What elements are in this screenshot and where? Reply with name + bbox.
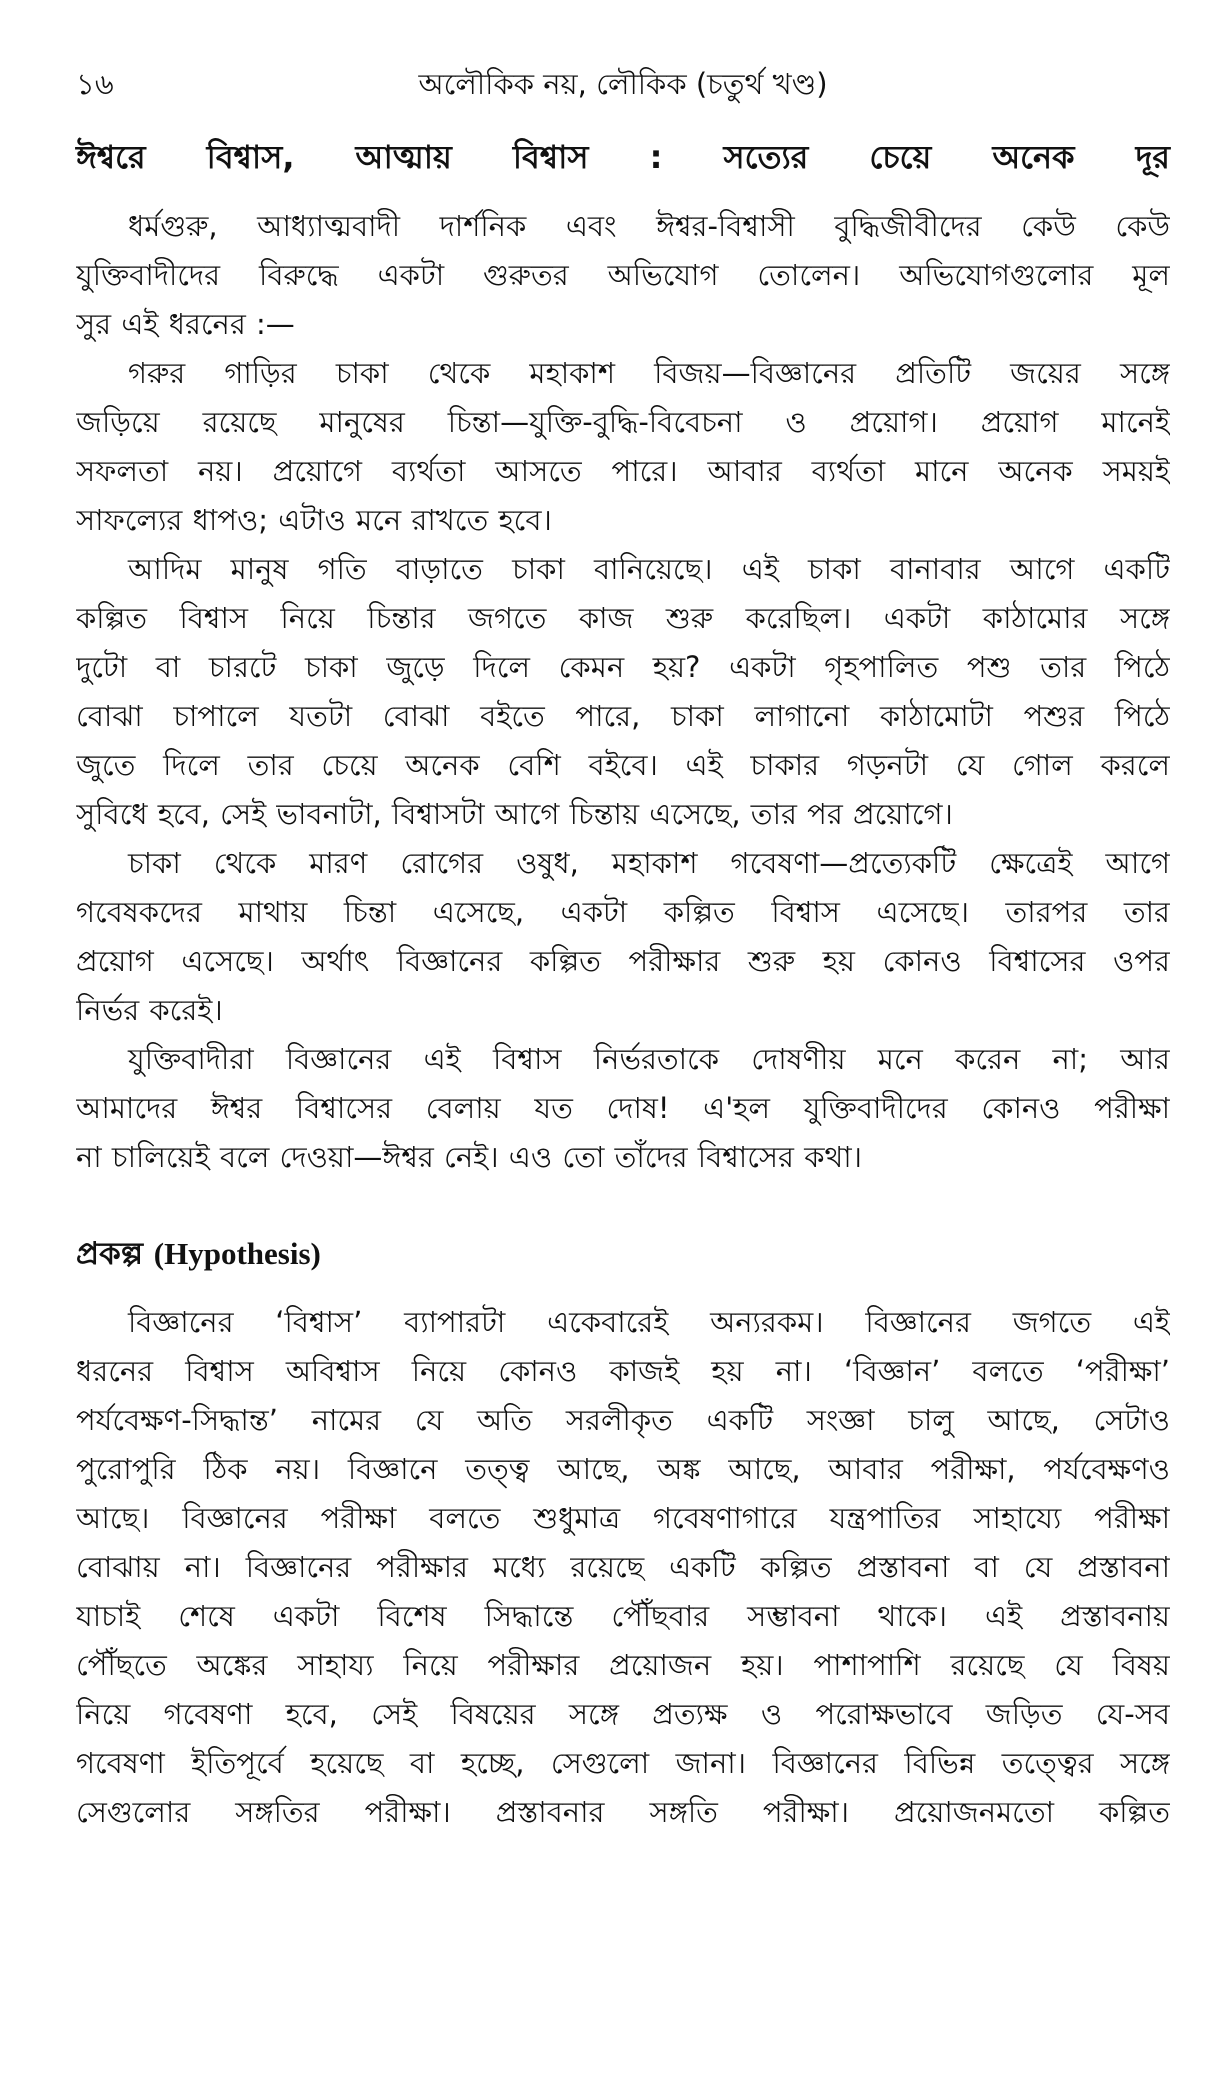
text-line: পুরোপুরি ঠিক নয়। বিজ্ঞানে তত্ত্ব আছে, অঙ্ক আছে, আবার পরীক্ষা, পর্যবেক্ষণও: [76, 1452, 1170, 1486]
text-line: গবেষকদের মাথায় চিন্তা এসেছে, একটা কল্পিত বিশ্বাস এসেছে। তারপর তার: [76, 895, 1170, 929]
subsection-heading-bengali: প্রকল্প: [76, 1236, 143, 1272]
paragraph: [76, 545, 1170, 839]
text-line: যাচাই শেষে একটা বিশেষ সিদ্ধান্তে পৌঁছবার সম্ভাবনা থাকে। এই প্রস্তাবনায়: [76, 1599, 1170, 1633]
paragraph: [76, 839, 1170, 1035]
text-line: সেগুলোর সঙ্গতির পরীক্ষা। প্রস্তাবনার সঙ্গতি পরীক্ষা। প্রয়োজনমতো কল্পিত: [76, 1795, 1170, 1829]
paragraph: [76, 202, 1170, 349]
text-line: নিয়ে গবেষণা হবে, সেই বিষয়ের সঙ্গে প্রত্যক্ষ ও পরোক্ষভাবে জড়িত যে-সব: [76, 1697, 1170, 1731]
text-line: সুবিধে হবে, সেই ভাবনাটা, বিশ্বাসটা আগে চিন্তায় এসেছে, তার পর প্রয়োগে।: [76, 797, 953, 831]
text-line: চাকা থেকে মারণ রোগের ওষুধ, মহাকাশ গবেষণা—প্রত্যেকটি ক্ষেত্রেই আগে: [128, 846, 1170, 880]
text-line: সুর এই ধরনের :—: [76, 307, 295, 341]
text-line: সফলতা নয়। প্রয়োগে ব্যর্থতা আসতে পারে। আবার ব্যর্থতা মানে অনেক সময়ই: [76, 454, 1170, 488]
text-line: গরুর গাড়ির চাকা থেকে মহাকাশ বিজয়—বিজ্ঞানের প্রতিটি জয়ের সঙ্গে: [128, 356, 1170, 390]
text-line: না চালিয়েই বলে দেওয়া—ঈশ্বর নেই। এও তো তাঁদের বিশ্বাসের কথা।: [76, 1140, 863, 1174]
text-line: নির্ভর করেই।: [76, 993, 223, 1027]
text-line: দুটো বা চারটে চাকা জুড়ে দিলে কেমন হয়? একটা গৃহপালিত পশু তার পিঠে: [76, 650, 1170, 684]
text-line: বোঝা চাপালে যতটা বোঝা বইতে পারে, চাকা লাগানো কাঠামোটা পশুর পিঠে: [76, 699, 1170, 733]
section-1-paragraphs: [76, 202, 1170, 1182]
section-heading: ঈশ্বরে বিশ্বাস, আত্মায় বিশ্বাস : সত্যের চেয়ে অনেক দূর: [76, 138, 1170, 176]
text-line: আদিম মানুষ গতি বাড়াতে চাকা বানিয়েছে। এই চাকা বানাবার আগে একটি: [128, 552, 1170, 586]
text-line: আমাদের ঈশ্বর বিশ্বাসের বেলায় যত দোষ! এ'হল যুক্তিবাদীদের কোনও পরীক্ষা: [76, 1091, 1170, 1125]
text-line: যুক্তিবাদীরা বিজ্ঞানের এই বিশ্বাস নির্ভরতাকে দোষণীয় মনে করেন না; আর: [128, 1042, 1170, 1076]
subsection-heading-english: (Hypothesis): [153, 1236, 321, 1271]
text-line: প্রয়োগ এসেছে। অর্থাৎ বিজ্ঞানের কল্পিত পরীক্ষার শুরু হয় কোনও বিশ্বাসের ওপর: [76, 944, 1170, 978]
text-line: পর্যবেক্ষণ-সিদ্ধান্ত’ নামের যে অতি সরলীকৃত একটি সংজ্ঞা চালু আছে, সেটাও: [76, 1403, 1170, 1437]
book-title: অলৌকিক নয়, লৌকিক (চতুর্থ খণ্ড): [418, 67, 828, 101]
text-line: জুতে দিলে তার চেয়ে অনেক বেশি বইবে। এই চাকার গড়নটা যে গোল করলে: [76, 748, 1170, 782]
paragraph: [76, 1035, 1170, 1182]
page-number: ১৬: [76, 67, 114, 101]
body-text: [76, 202, 1170, 1837]
text-line: বোঝায় না। বিজ্ঞানের পরীক্ষার মধ্যে রয়েছে একটি কল্পিত প্রস্তাবনা বা যে প্রস্তাবনা: [76, 1550, 1170, 1584]
running-header: [76, 62, 1170, 106]
text-line: সাফল্যের ধাপও; এটাও মনে রাখতে হবে।: [76, 503, 552, 537]
text-line: বিজ্ঞানের ‘বিশ্বাস’ ব্যাপারটা একেবারেই অন্যরকম। বিজ্ঞানের জগতে এই: [128, 1305, 1170, 1339]
text-line: জড়িয়ে রয়েছে মানুষের চিন্তা—যুক্তি-বুদ্ধি-বিবেচনা ও প্রয়োগ। প্রয়োগ মানেই: [76, 405, 1170, 439]
paragraph: [76, 349, 1170, 545]
text-line: ধর্মগুরু, আধ্যাত্মবাদী দার্শনিক এবং ঈশ্বর-বিশ্বাসী বুদ্ধিজীবীদের কেউ কেউ: [128, 209, 1170, 243]
text-line: গবেষণা ইতিপূর্বে হয়েছে বা হচ্ছে, সেগুলো জানা। বিজ্ঞানের বিভিন্ন তত্ত্বের সঙ্গে: [76, 1746, 1170, 1780]
subsection-heading: [76, 1222, 1170, 1286]
text-line: যুক্তিবাদীদের বিরুদ্ধে একটা গুরুতর অভিযোগ তোলেন। অভিযোগগুলোর মূল: [76, 258, 1170, 292]
text-line: আছে। বিজ্ঞানের পরীক্ষা বলতে শুধুমাত্র গবেষণাগারে যন্ত্রপাতির সাহায্যে পরীক্ষা: [76, 1501, 1170, 1535]
text-line: ধরনের বিশ্বাস অবিশ্বাস নিয়ে কোনও কাজই হয় না। ‘বিজ্ঞান’ বলতে ‘পরীক্ষা’: [76, 1354, 1170, 1388]
text-line: কল্পিত বিশ্বাস নিয়ে চিন্তার জগতে কাজ শুরু করেছিল। একটা কাঠামোর সঙ্গে: [76, 601, 1170, 635]
text-line: পৌঁছতে অঙ্কের সাহায্য নিয়ে পরীক্ষার প্রয়োজন হয়। পাশাপাশি রয়েছে যে বিষয়: [76, 1648, 1170, 1682]
paragraph: [76, 1298, 1170, 1837]
section-2-paragraphs: [76, 1298, 1170, 1837]
